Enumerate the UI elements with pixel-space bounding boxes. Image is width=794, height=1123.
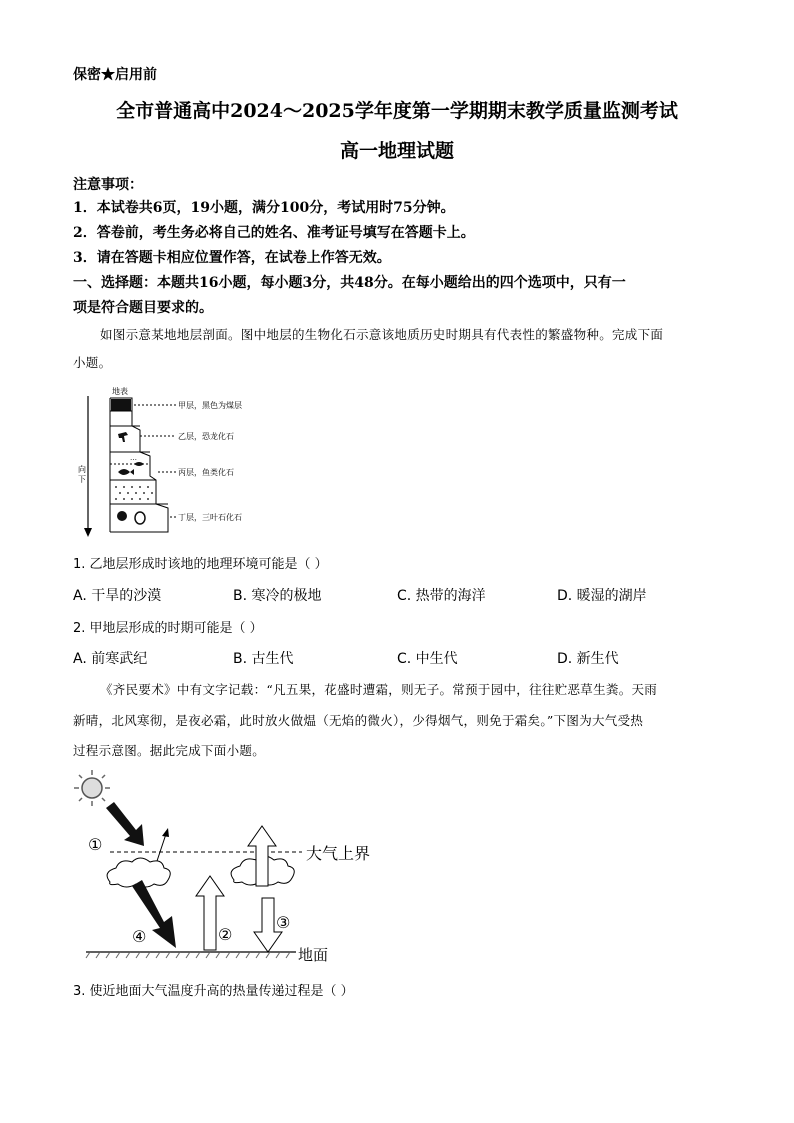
section-heading-line2: 项是符合题目要求的。 bbox=[73, 300, 213, 316]
q2-option-d[interactable]: D. 新生代 bbox=[557, 651, 619, 667]
q1-option-d[interactable]: D. 暖湿的湖岸 bbox=[557, 588, 647, 604]
intro2-line1: 《齐民要术》中有文字记载：“凡五果，花盛时遭霜，则无子。常预于园中，往往贮恶草生粪。天雨 bbox=[100, 682, 658, 697]
strata-profile-figure bbox=[72, 384, 292, 542]
q1-option-a[interactable]: A. 干旱的沙漠 bbox=[73, 588, 162, 604]
layer-label-yi: 乙层，恐龙化石 bbox=[178, 432, 234, 441]
atmosphere-top-label: 大气上界 bbox=[306, 844, 371, 863]
notice-heading: 注意事项： bbox=[73, 177, 143, 193]
intro1-line2: 小题。 bbox=[73, 355, 112, 370]
ground-label: 地面 bbox=[298, 946, 329, 964]
q1-option-c[interactable]: C. 热带的海洋 bbox=[397, 588, 486, 604]
q1-option-b[interactable]: B. 寒冷的极地 bbox=[233, 588, 322, 604]
surface-label: 地表 bbox=[112, 387, 128, 396]
layer-label-ding: 丁层，三叶石化石 bbox=[178, 513, 242, 522]
sun-icon bbox=[74, 770, 110, 806]
q3-stem: 3. 使近地面大气温度升高的热量传递过程是（ ） bbox=[73, 984, 354, 999]
atmospheric-heating-diagram bbox=[70, 766, 390, 972]
exam-subtitle: 高一地理试题 bbox=[339, 140, 454, 162]
intro1-line1: 如图示意某地地层剖面。图中地层的生物化石示意该地质历史时期具有代表性的繁盛物种。完成下面 bbox=[100, 327, 664, 342]
notice-item-2: 2．答卷前，考生务必将自己的姓名、准考证号填写在答题卡上。 bbox=[73, 225, 475, 241]
q2-option-b[interactable]: B. 古生代 bbox=[233, 651, 294, 667]
confidential-mark: 保密★启用前 bbox=[73, 67, 157, 83]
intro2-line2: 新晴，北风寒彻，是夜必霜，此时放火做煴（无焰的微火），少得烟气，则免于霜矣。”下图为大气受热 bbox=[73, 713, 644, 728]
direction-label-1: 向 bbox=[78, 465, 86, 474]
layer-label-bing: 丙层，鱼类化石 bbox=[178, 468, 234, 477]
marker-4: ④ bbox=[132, 927, 147, 946]
layer-label-jia: 甲层，黑色为煤层 bbox=[178, 401, 242, 410]
direction-label-2: 下 bbox=[78, 475, 86, 484]
notice-item-1: 1．本试卷共6页，19小题，满分100分，考试用时75分钟。 bbox=[73, 200, 455, 216]
q2-option-c[interactable]: C. 中生代 bbox=[397, 651, 458, 667]
q2-option-a[interactable]: A. 前寒武纪 bbox=[73, 651, 148, 667]
q2-stem: 2. 甲地层形成的时期可能是（ ） bbox=[73, 621, 263, 636]
marker-3: ③ bbox=[276, 913, 291, 932]
q1-stem: 1. 乙地层形成时该地的地理环境可能是（ ） bbox=[73, 557, 328, 572]
notice-item-3: 3．请在答题卡相应位置作答，在试卷上作答无效。 bbox=[73, 250, 391, 266]
marker-2: ② bbox=[218, 925, 233, 944]
intro2-line3: 过程示意图。据此完成下面小题。 bbox=[73, 743, 266, 758]
marker-1: ① bbox=[88, 835, 103, 854]
exam-title: 全市普通高中2024～2025学年度第一学期期末教学质量监测考试 bbox=[116, 100, 678, 122]
svg-text:…: … bbox=[130, 454, 137, 462]
section-heading-line1: 一、选择题：本题共16小题，每小题3分，共48分。在每小题给出的四个选项中，只有一 bbox=[73, 275, 626, 291]
